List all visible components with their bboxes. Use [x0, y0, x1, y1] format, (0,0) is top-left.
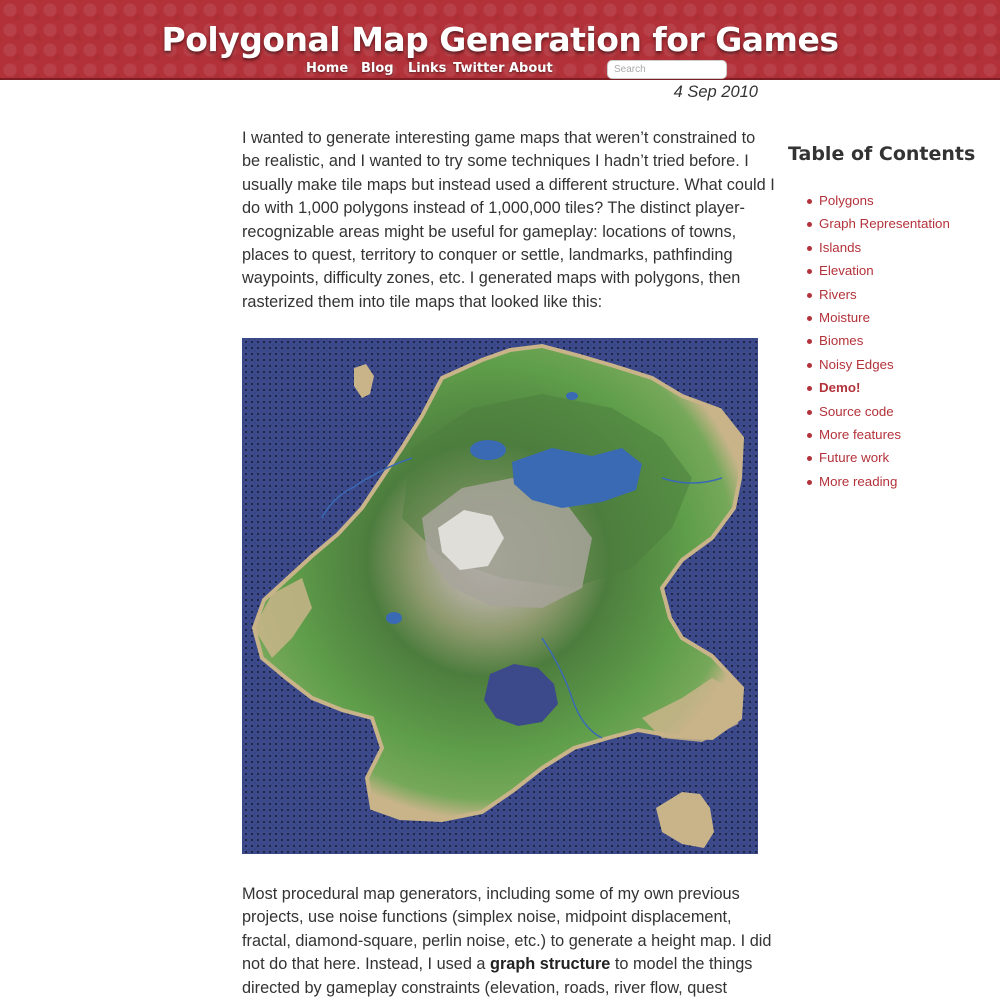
intro-line: I wanted to generate interesting game maps that weren’t constrained to — [242, 129, 756, 147]
bullet-icon — [807, 269, 812, 274]
intro-paragraph — [242, 127, 775, 314]
toc-item — [788, 400, 950, 423]
bullet-icon — [807, 316, 812, 321]
toc-item — [788, 306, 950, 329]
intro-line: usually make tile maps but instead used a different structure. What could I — [242, 175, 775, 194]
bullet-icon — [807, 456, 812, 461]
site-title[interactable]: Polygonal Map Generation for Games — [161, 20, 839, 59]
toc-item — [788, 212, 950, 235]
toc-link-islands[interactable]: Islands — [819, 239, 862, 255]
toc-item — [788, 189, 950, 212]
toc-link-elevation[interactable]: Elevation — [819, 263, 874, 279]
toc-item — [788, 376, 950, 399]
intro-line: be realistic, and I wanted to try some techniques I hadn’t tried before. I — [242, 152, 749, 171]
graph-structure-emphasis: graph structure — [490, 955, 611, 974]
bullet-icon — [807, 480, 812, 485]
intro-line: do with 1,000 polygons instead of 1,000,000 tiles? The distinct player- — [242, 199, 745, 218]
toc-item — [788, 470, 950, 493]
bullet-icon — [807, 363, 812, 368]
toc-link-demo[interactable]: Demo! — [819, 380, 861, 396]
para-line: Most procedural map generators, including some of my own previous — [242, 885, 740, 903]
bullet-icon — [807, 199, 812, 204]
nav-links-link[interactable]: Links — [408, 61, 447, 76]
main-nav — [0, 61, 1000, 79]
toc-link-noisy-edges[interactable]: Noisy Edges — [819, 356, 894, 372]
nav-twitter-link[interactable]: Twitter — [453, 61, 505, 76]
bullet-icon — [807, 222, 812, 227]
intro-line: recognizable areas might be useful for gameplay: locations of towns, — [242, 222, 737, 241]
toc-item — [788, 446, 950, 469]
bullet-icon — [807, 246, 812, 251]
toc-item — [788, 236, 950, 259]
nav-home-link[interactable]: Home — [306, 61, 349, 76]
article-date: 4 Sep 2010 — [673, 83, 758, 101]
toc-link-polygons[interactable]: Polygons — [819, 193, 874, 208]
second-paragraph — [242, 883, 772, 1000]
para-line: projects, use noise functions (simplex noise, midpoint displacement, — [242, 908, 732, 927]
intro-line: waypoints, difficulty zones, etc. I generated maps with polygons, then — [242, 269, 741, 288]
toc-title: Table of Contents — [788, 143, 976, 165]
small-lake — [566, 392, 578, 400]
toc-link-graph-representation[interactable]: Graph Representation — [819, 216, 950, 232]
bullet-icon — [807, 293, 812, 298]
toc-item — [788, 353, 950, 376]
site-header — [0, 0, 1000, 80]
small-lake — [386, 612, 402, 624]
para-text: to model the things — [610, 955, 753, 974]
toc-link-future-work[interactable]: Future work — [819, 450, 890, 466]
toc-link-more-features[interactable]: More features — [819, 426, 902, 442]
bullet-icon — [807, 386, 812, 391]
intro-line: places to quest, territory to conquer or settle, landmarks, pathfinding — [242, 246, 733, 265]
para-line: fractal, diamond-square, perlin noise, etc.) to generate a height map. I did — [242, 931, 772, 950]
table-of-contents — [788, 189, 950, 493]
para-line: directed by gameplay constraints (elevation, roads, river flow, quest — [242, 978, 728, 997]
para-text: not do that here. Instead, I used a — [242, 955, 491, 974]
island-map-image — [242, 338, 758, 854]
toc-link-more-reading[interactable]: More reading — [819, 473, 898, 489]
toc-item — [788, 259, 950, 282]
nav-blog-link[interactable]: Blog — [361, 61, 394, 76]
toc-item — [788, 423, 950, 446]
toc-link-source-code[interactable]: Source code — [819, 403, 894, 419]
bullet-icon — [807, 410, 812, 415]
toc-link-moisture[interactable]: Moisture — [819, 309, 870, 325]
toc-link-rivers[interactable]: Rivers — [819, 286, 857, 302]
small-lake — [470, 440, 506, 460]
para-line — [242, 953, 762, 976]
bullet-icon — [807, 433, 812, 438]
intro-line: rasterized them into tile maps that looked like this: — [242, 292, 603, 311]
toc-item — [788, 329, 950, 352]
search-input[interactable] — [607, 60, 727, 79]
bullet-icon — [807, 339, 812, 344]
toc-item — [788, 283, 950, 306]
toc-link-biomes[interactable]: Biomes — [819, 333, 864, 349]
nav-about-link[interactable]: About — [509, 61, 553, 76]
